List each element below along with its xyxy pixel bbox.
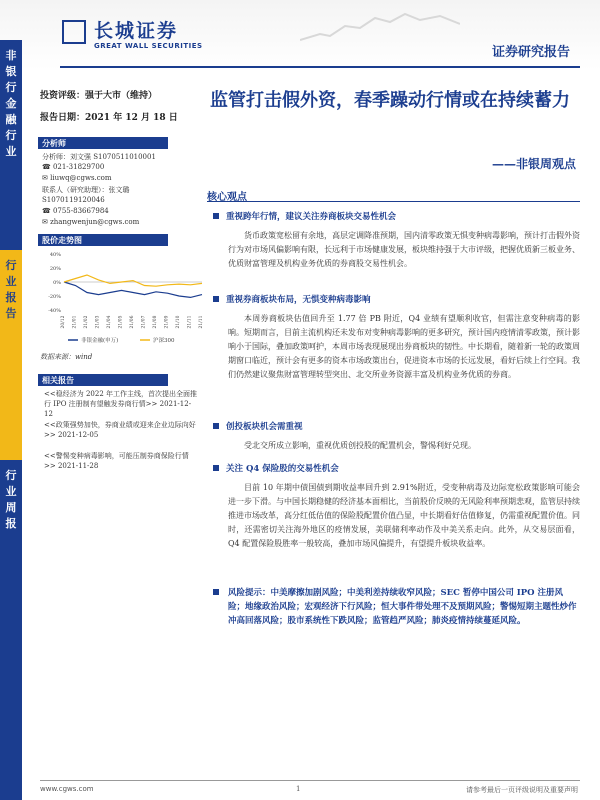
- bullet-icon: [213, 423, 219, 429]
- page-header: [0, 0, 600, 70]
- sidebar-weekly-label: [0, 460, 22, 800]
- section-heading: 创投板块机会需重视: [226, 422, 303, 432]
- sidebar-report-text: 行 业 报 告: [5, 259, 17, 320]
- analyst-section-title: 分析师: [38, 137, 168, 149]
- stock-chart: [38, 248, 206, 348]
- rating-label: 投资评级：: [40, 91, 86, 101]
- date-value: 2021 年 12 月 18 日: [85, 113, 178, 123]
- x-tick-label: 21/04: [107, 315, 112, 329]
- contact-id: S1070119120046: [42, 196, 105, 204]
- bullet-icon: [213, 465, 219, 471]
- great-wall-watermark-icon: [300, 6, 460, 46]
- section-body: 货币政策宽松留有余地，高层定调降准预期，国内清零政策无惧变种病毒影响，预计打击假外资行为对市场风偏影响有限，长远利于市场健康发展，板块维持强于大市评级，把握优质新三板业务、优质财富管理及机构业务优质的券商股交易性机会。: [228, 231, 580, 268]
- section-body: 目前 10 年期中债国债到期收益率回升到 2.91%附近，受变种病毒及边际宽松政策影响可能会进一步下滑。与中国长期稳健的经济基本面相比，当前股价反映的无风险利率预期悲观，监管层持续推进市场改革，高分红低估值的保险股配置价值凸显，中长期看好估值修复，仍需重视配置价值。同时，还需密切关注海外地区的疫情发展，美联储利率动作及中美关系走向。此外，从交易层面看，Q4 配置保险股胜率一般较高，叠加市场风偏提升，有望提升板块收益率。: [228, 483, 580, 548]
- contact-line: 联系人（研究助理）：张文璐: [42, 186, 130, 194]
- sidebar-weekly-text: 行 业 周 报: [5, 469, 17, 530]
- footer-url[interactable]: www.cgws.com: [40, 785, 94, 793]
- x-tick-label: 21/07: [141, 315, 147, 329]
- risk-warning: 风险提示：中美摩擦加剧风险；中美利差持续收窄风险；SEC 暂停中国公司 IPO 注册风险；地缘政治风险；宏观经济下行风险；恒大事件带处理不及预期风险；警惕短期主题性炒作冲高回落风险；股市系统性下跌风险；监管趋严风险；肺炎疫情持续蔓延风险。: [228, 588, 577, 626]
- report-subtitle: ——非银周观点: [491, 157, 576, 171]
- bullet-icon: [213, 589, 219, 595]
- related-report-item[interactable]: <<警惕变种病毒影响，可能压制券商保险行情>> 2021-11-28: [44, 452, 189, 470]
- sidebar-industry-label: [0, 40, 22, 250]
- x-tick-label: 21/02: [84, 315, 89, 329]
- contact-email[interactable]: ✉ zhangwenjun@cgws.com: [42, 218, 140, 226]
- legend-label: 沪深300: [153, 338, 175, 344]
- rating-line: [40, 88, 157, 101]
- x-tick-label: 21/03: [95, 315, 101, 329]
- sidebar-report-label: [0, 250, 22, 460]
- core-divider: [207, 201, 580, 202]
- page-number: 1: [296, 785, 301, 793]
- date-line: [40, 110, 178, 123]
- x-tick-label: 21/09: [164, 315, 170, 329]
- section-heading: 重视跨年行情，建议关注券商板块交易性机会: [226, 212, 397, 222]
- analyst-email[interactable]: ✉ liuwq@cgws.com: [42, 174, 112, 182]
- x-tick-label: 21/06: [130, 315, 135, 329]
- section-heading: 关注 Q4 保险股的交易性机会: [226, 464, 339, 474]
- logo-english: GREAT WALL SECURITIES: [94, 42, 203, 50]
- x-tick-label: 21/01: [72, 315, 78, 329]
- bullet-icon: [213, 213, 219, 219]
- y-tick-label: 0%: [53, 280, 61, 286]
- date-label: 报告日期：: [40, 113, 86, 123]
- section-body: 本周券商板块估值回升至 1.77 倍 PB 附近，Q4 业绩有望顺利收官，但需注意变种病毒的影响。短期而言，目前主流机构还未发布对变种病毒影响的更多研究，预计国内疫情清零政策，预计影响小于国际，叠加政策呵护，本周市场表现展现出券商板块的韧性。中长期看，随着新一轮的政策周期窗口临近，预计会有更多的资本市场政策出台，促进资本市场的长远发展，看好后续上行空间。我们仍然建议聚焦财富管理转型突出、北交所业务资源丰富及机构业务优质的券商。: [228, 314, 580, 379]
- bullet-icon: [213, 296, 219, 302]
- series-line-1: [64, 275, 202, 286]
- y-tick-label: -40%: [48, 308, 61, 314]
- report-type: 证券研究报告: [491, 45, 570, 60]
- footer-divider: [40, 780, 580, 781]
- section-heading: 重视券商板块布局，无惧变种病毒影响: [226, 295, 371, 305]
- logo-mark-icon: [62, 20, 86, 44]
- core-view-heading: 核心观点: [207, 192, 247, 203]
- y-tick-label: -20%: [48, 294, 61, 300]
- y-tick-label: 20%: [49, 266, 61, 272]
- analyst-phone: ☎ 021-31829700: [42, 163, 105, 171]
- x-tick-label: 21/05: [118, 315, 124, 329]
- left-sidebar: [0, 40, 22, 800]
- rating-value: 强于大市（维持）: [85, 91, 158, 101]
- header-divider: [60, 66, 580, 68]
- contact-phone: ☎ 0755-83667984: [42, 207, 109, 215]
- legend-label: 非银金融(申万): [81, 338, 119, 344]
- data-source: 数据来源：wind: [40, 353, 93, 361]
- related-report-item[interactable]: <<稳经济为 2022 年工作主线，首次提出全面推行 IPO 注册制有望触发券商行情>> 2021-12-12: [44, 390, 197, 418]
- footer-disclaimer: 请参考最后一页评级说明及重要声明: [466, 786, 578, 794]
- related-section-title: 相关报告: [38, 374, 168, 386]
- x-tick-label: 21/08: [153, 315, 158, 329]
- logo-text: 长城证券: [94, 20, 179, 42]
- related-report-item[interactable]: <<政策强势加快，券商业绩或迎来企业边际向好>> 2021-12-05: [44, 421, 196, 439]
- x-tick-label: 21/11: [199, 315, 204, 329]
- report-title: 监管打击假外资，春季躁动行情或在持续蓄力: [210, 90, 570, 111]
- section-body: 受北交所成立影响，重视优质创投股的配置机会，警惕利好兑现。: [244, 441, 476, 450]
- x-tick-label: 21/11: [187, 315, 193, 329]
- x-tick-label: 20/12: [61, 315, 66, 329]
- sidebar-industry-text: 非 银 行 金 融 行 业: [5, 49, 17, 158]
- analyst-line: 分析师：刘文强 S1070511010001: [42, 153, 156, 161]
- x-tick-label: 21/10: [176, 315, 181, 329]
- y-tick-label: 40%: [49, 252, 61, 258]
- chart-section-title: 股价走势图: [38, 234, 168, 246]
